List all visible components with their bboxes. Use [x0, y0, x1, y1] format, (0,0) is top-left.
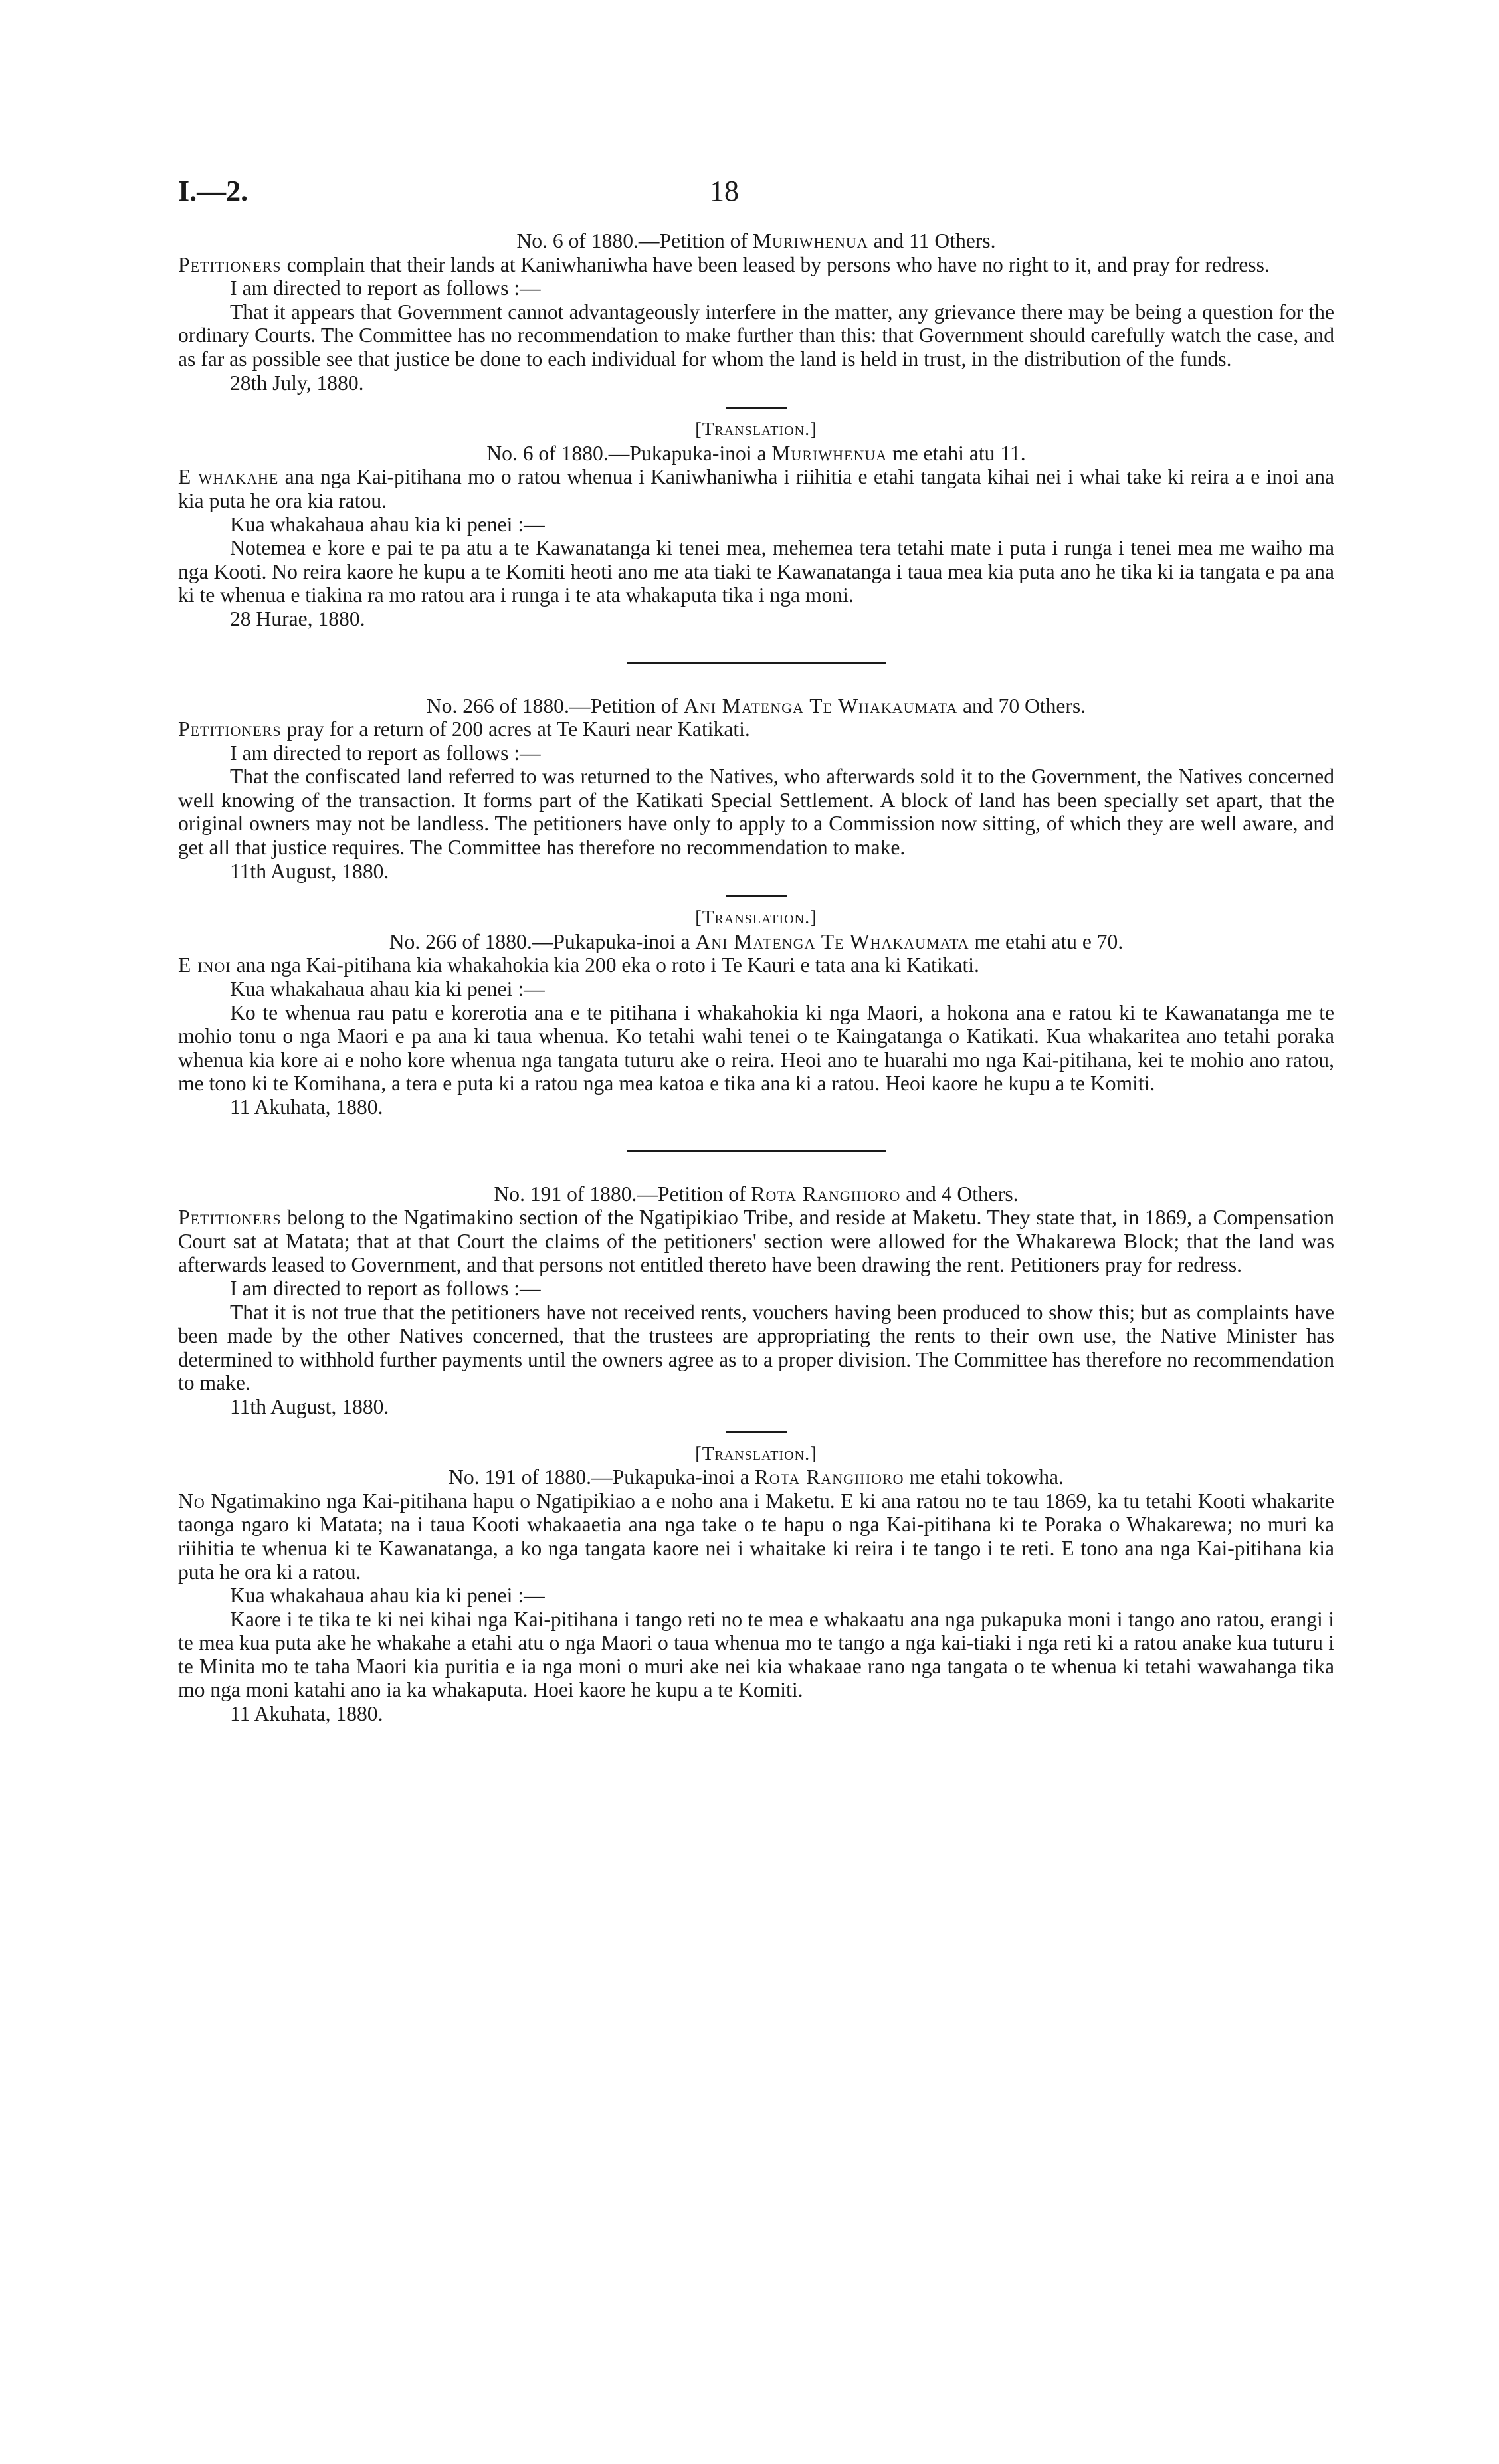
paper-reference: I.—2.	[178, 175, 249, 207]
translation-directed-line: Kua whakahaua ahau kia ki penei :—	[230, 977, 545, 1001]
translation-label: [Translation.]	[695, 907, 817, 929]
translation-directed-line: Kua whakahaua ahau kia ki penei :—	[230, 1584, 545, 1608]
translation-title: No. 266 of 1880.—Pukapuka-inoi a Ani Matenga Te Whakaumata me etahi atu e 70.	[389, 929, 1124, 953]
petitioner-name: Muriwhenua	[752, 229, 868, 252]
petition-title: No. 6 of 1880.—Petition of Muriwhenua and 11 Others.	[516, 229, 996, 252]
translation-summary: E inoi ana nga Kai-pitihana kia whakahokia kia 200 eka o roto i Te Kauri e tata ana ki Katikati.	[178, 953, 979, 977]
translation-date: 11 Akuhata, 1880.	[230, 1702, 383, 1726]
petition-summary: Petitioners pray for a return of 200 acres at Te Kauri near Katikati.	[178, 717, 750, 741]
petitioner-name: Ani Matenga Te Whakaumata	[683, 694, 958, 717]
petition-summary: Petitioners complain that their lands at Kaniwhaniwha have been leased by persons who have no right to it, and pray for redress.	[178, 252, 1270, 276]
report-date: 11th August, 1880.	[230, 1394, 389, 1418]
translation-directed-line: Kua whakahaua ahau kia ki penei :—	[230, 512, 545, 536]
directed-line: I am directed to report as follows :—	[230, 741, 541, 765]
petition-title: No. 266 of 1880.—Petition of Ani Matenga Te Whakaumata and 70 Others.	[426, 694, 1086, 717]
page-header	[178, 174, 1321, 214]
petitioner-name: Muriwhenua	[771, 441, 888, 465]
translation-body: Ko te whenua rau patu e korerotia ana e te pitihana i whakahokia ki nga Maori, a hokona ana e ratou ki te Kawanatanga me te mohio tonu o nga Maori e pa ana ki taua whenua. Ko tetahi wahi tenei o te Kaingatanga o Katikati. Kua whakaritea ano tetahi poraka whenua kia kore ai e noho kore whenua nga tangata tuturu ake o reira. Heoi ano te huarahi mo nga Kai-pitihana, kei te mohio ano ratou, me tono ki te Komihana, a tera e puta ki a ratou nga mea katoa e tika ana ki a ratou. Heoi kaore he kupu a te Komiti.	[178, 1000, 1334, 1095]
section-divider	[627, 662, 886, 664]
petition-title: No. 191 of 1880.—Petition of Rota Rangihoro and 4 Others.	[494, 1182, 1019, 1206]
lead-word: E whakahe	[178, 465, 279, 489]
directed-line: I am directed to report as follows :—	[230, 276, 541, 300]
lead-word: Petitioners	[178, 252, 282, 276]
translation-summary: No Ngatimakino nga Kai-pitihana hapu o Ngatipikiao a e noho ana i Maketu. E ki ana ratou no te tau 1869, ka tu tetahi Kooti whakarite taonga ngaro ki Matata; na i taua Kooti whakaaetia ana nga take o te hapu o nga Kai-pitihana ki te Poraka o Whakarewa; no muri ka riihitia te whenua ki te Kawanatanga, a ko nga tangata kaore nei i whaitake ki reira i te tango i te reti. E tono ana nga Kai-pitihana kia puta he ora ki a ratou.	[178, 1489, 1334, 1584]
report-date: 28th July, 1880.	[230, 371, 364, 395]
report-date: 11th August, 1880.	[230, 859, 389, 883]
petition-section	[178, 229, 1334, 631]
translation-label: [Translation.]	[695, 419, 817, 440]
report-body: That it appears that Government cannot advantageously interfere in the matter, any grievance there may be being a question for the ordinary Courts. The Committee has no recommendation to make further than this: that Government should carefully watch the case, and as far as possible see that justice be done to each individual for whom the land is held in trust, in the distribution of the funds.	[178, 300, 1334, 371]
page-number: 18	[710, 175, 739, 207]
translation-date: 28 Hurae, 1880.	[230, 607, 365, 630]
translation-label: [Translation.]	[695, 1442, 817, 1464]
petitioner-name: Rota Rangihoro	[751, 1182, 901, 1206]
translation-title: No. 6 of 1880.—Pukapuka-inoi a Muriwhenua me etahi atu 11.	[486, 441, 1026, 465]
lead-word: Petitioners	[178, 1206, 282, 1230]
translation-body: Kaore i te tika te ki nei kihai nga Kai-pitihana i tango reti no te mea e whakaatu ana nga pukapuka moni i tango ano ratou, erangi i te mea kua puta ake he whakahe a etahi atu o nga Maori o taua whenua mo te tango a nga kai-tiaki i nga reti ki a ratou anake kua tuturu i te Minita mo te taha Maori kia puritia e ia nga moni o muri ake nei kia whakaae rano nga tangata o te whenua ki tetahi wawahanga tika mo nga moni katahi ano ia ka whakaputa. Hoei kaore he kupu a te Komiti.	[178, 1607, 1334, 1702]
directed-line: I am directed to report as follows :—	[230, 1276, 541, 1300]
translation-date: 11 Akuhata, 1880.	[230, 1095, 383, 1119]
report-body: That it is not true that the petitioners have not received rents, vouchers having been produced to show this; but as complaints have been made by the other Natives concerned, that the trustees are appropriating the rents to their own use, the Native Minister has determined to withhold further payments until the owners agree as to a proper division. The Committee has therefore no recommendation to make.	[178, 1300, 1334, 1395]
translation-summary: E whakahe ana nga Kai-pitihana mo o ratou whenua i Kaniwhaniwha i riihitia e etahi tangata kihai nei i whai take ki reira a e inoi ana kia puta he ora kia ratou.	[178, 465, 1334, 512]
section-divider	[627, 1150, 886, 1152]
lead-word: No	[178, 1489, 205, 1513]
divider-short	[726, 407, 787, 409]
report-body: That the confiscated land referred to was returned to the Natives, who afterwards sold it to the Government, the Natives concerned well knowing of the transaction. It forms part of the Katikati Special Settlement. A block of land has been specially set apart, that the original owners may not be landless. The petitioners have only to apply to a Commission now sitting, of which they are well aware, and get all that justice requires. The Committee has therefore no recommendation to make.	[178, 765, 1334, 860]
translation-body: Notemea e kore e pai te pa atu a te Kawanatanga ki tenei mea, mehemea tera tetahi mate i puta i runga i tenei mea me waiho ma nga Kooti. No reira kaore he kupu a te Komiti heoti ano me ata tiaki te Kawanatanga i taua mea kia puta ano he tika ki ia tangata e pa ana ki te whenua e tiakina ra mo ratou ara i runga i te ata whakaputa tika i nga moni.	[178, 536, 1334, 607]
document-body	[178, 229, 1334, 1726]
petitioner-name: Rota Rangihoro	[754, 1466, 904, 1489]
petition-section	[178, 1183, 1334, 1726]
divider-short	[726, 1431, 787, 1433]
petition-section	[178, 694, 1334, 1119]
lead-word: Petitioners	[178, 717, 282, 741]
petition-summary: Petitioners belong to the Ngatimakino section of the Ngatipikiao Tribe, and reside at Maketu. They state that, in 1869, a Compensation Court sat at Matata; that at that Court the claims of the petitioners' section were allowed for the Whakarewa Block; that the land was afterwards leased to Government, and that persons not entitled thereto have been drawing the rent. Petitioners pray for redress.	[178, 1206, 1334, 1277]
divider-short	[726, 895, 787, 897]
petitioner-name: Ani Matenga Te Whakaumata	[695, 929, 969, 953]
lead-word: E inoi	[178, 953, 231, 977]
translation-title: No. 191 of 1880.—Pukapuka-inoi a Rota Rangihoro me etahi tokowha.	[449, 1466, 1064, 1489]
